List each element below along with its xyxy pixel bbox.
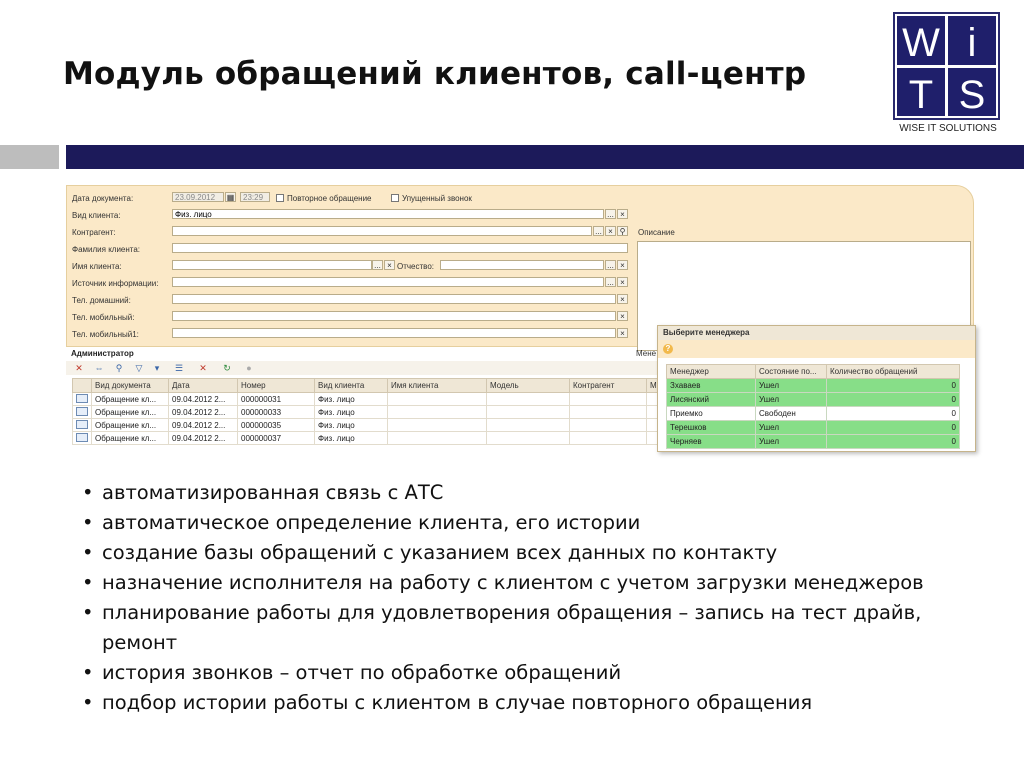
- feature-item: • создание базы обращений с указанием всех данных по контакту: [76, 538, 996, 568]
- table-cell: [570, 393, 647, 406]
- missed-checkbox[interactable]: [391, 194, 399, 202]
- manager-header[interactable]: Менеджер: [667, 365, 756, 379]
- contractor-field[interactable]: [172, 226, 592, 236]
- source-select-button[interactable]: ...: [605, 277, 616, 287]
- manager-state: Ушел: [756, 393, 827, 407]
- patronymic-label: Отчество:: [397, 262, 434, 271]
- home-phone-label: Тел. домашний:: [72, 296, 131, 305]
- feature-item: • автоматизированная связь с АТС: [76, 478, 996, 508]
- doc-icon: [73, 432, 92, 445]
- client-type-label: Вид клиента:: [72, 211, 121, 220]
- table-cell: [388, 419, 487, 432]
- doc-icon: [73, 406, 92, 419]
- home-phone-field[interactable]: [172, 294, 616, 304]
- name-select-button[interactable]: ...: [372, 260, 383, 270]
- manager-table: [666, 364, 960, 449]
- docs-header[interactable]: Вид документа: [92, 379, 169, 393]
- table-cell: Физ. лицо: [315, 406, 388, 419]
- manager-state: Ушел: [756, 435, 827, 449]
- source-label: Источник информации:: [72, 279, 159, 288]
- contractor-clear-icon[interactable]: ×: [605, 226, 616, 236]
- docs-header[interactable]: Модель: [487, 379, 570, 393]
- table-row[interactable]: [73, 406, 661, 419]
- mobile-clear-icon[interactable]: ×: [617, 311, 628, 321]
- docs-header[interactable]: Имя клиента: [388, 379, 487, 393]
- manager-header[interactable]: Количество обращений: [827, 365, 960, 379]
- table-cell: 000000031: [238, 393, 315, 406]
- name-field[interactable]: [172, 260, 372, 270]
- client-type-clear-icon[interactable]: ×: [617, 209, 628, 219]
- feature-list: [76, 478, 996, 718]
- popup-help-bar: [658, 340, 975, 358]
- table-cell: [388, 393, 487, 406]
- logo-letter-w: W: [902, 21, 940, 65]
- header-bar-navy: [66, 145, 1024, 169]
- table-cell: 000000035: [238, 419, 315, 432]
- time-field[interactable]: 23:29: [240, 192, 270, 202]
- table-cell: Обращение кл...: [92, 393, 169, 406]
- calendar-icon[interactable]: ▦: [226, 193, 235, 202]
- mobile-field[interactable]: [172, 311, 616, 321]
- feature-item: • назначение исполнителя на работу с клиентом с учетом загрузки менеджеров: [76, 568, 996, 598]
- table-cell: Обращение кл...: [92, 432, 169, 445]
- docs-toolbar: [66, 361, 666, 375]
- surname-label: Фамилия клиента:: [72, 245, 141, 254]
- manager-count: 0: [827, 393, 960, 407]
- table-cell: Физ. лицо: [315, 393, 388, 406]
- table-cell: [388, 406, 487, 419]
- missed-label: Упущенный звонок: [402, 194, 472, 203]
- table-cell: [487, 406, 570, 419]
- table-row[interactable]: [73, 419, 661, 432]
- manager-name: Черняев: [667, 435, 756, 449]
- delete-icon[interactable]: ✕: [75, 363, 83, 373]
- table-cell: 09.04.2012 2...: [169, 432, 238, 445]
- feature-item: • автоматическое определение клиента, его истории: [76, 508, 996, 538]
- table-row[interactable]: [73, 393, 661, 406]
- help-icon[interactable]: ?: [663, 344, 673, 354]
- patronymic-select-button[interactable]: ...: [605, 260, 616, 270]
- mobile1-label: Тел. мобильный1:: [72, 330, 139, 339]
- link-icon[interactable]: ⇔: [94, 363, 104, 373]
- manager-name: Лисянский: [667, 393, 756, 407]
- manager-row[interactable]: [667, 393, 960, 407]
- contractor-select-button[interactable]: ...: [593, 226, 604, 236]
- wits-logo: [893, 12, 1000, 120]
- docs-header[interactable]: Контрагент: [570, 379, 647, 393]
- mobile1-clear-icon[interactable]: ×: [617, 328, 628, 338]
- feature-item: • подбор истории работы с клиентом в случае повторного обращения: [76, 688, 996, 718]
- filter-list-icon[interactable]: ☰: [174, 363, 184, 373]
- filter-icon[interactable]: ▽: [135, 363, 143, 373]
- manager-state: Ушел: [756, 421, 827, 435]
- date-label: Дата документа:: [72, 194, 134, 203]
- filter-clear-icon[interactable]: ✕: [199, 363, 207, 373]
- manager-name: Зхаваев: [667, 379, 756, 393]
- docs-header[interactable]: Номер: [238, 379, 315, 393]
- table-cell: 09.04.2012 2...: [169, 419, 238, 432]
- table-cell: 000000037: [238, 432, 315, 445]
- table-cell: Обращение кл...: [92, 419, 169, 432]
- manager-header[interactable]: Состояние по...: [756, 365, 827, 379]
- table-cell: 09.04.2012 2...: [169, 393, 238, 406]
- description-label: Описание: [638, 228, 675, 237]
- manager-name: Терешков: [667, 421, 756, 435]
- refresh-icon[interactable]: ↻: [223, 363, 231, 373]
- feature-item: • планирование работы для удовлетворения обращения – запись на тест драйв, ремонт: [76, 598, 996, 658]
- table-cell: Физ. лицо: [315, 419, 388, 432]
- manager-row[interactable]: [667, 421, 960, 435]
- contractor-label: Контрагент:: [72, 228, 116, 237]
- home-phone-clear-icon[interactable]: ×: [617, 294, 628, 304]
- manager-popup: [657, 325, 976, 452]
- search-icon[interactable]: ⚲: [115, 363, 123, 373]
- manager-state: Ушел: [756, 379, 827, 393]
- manager-name: Приемко: [667, 407, 756, 421]
- manager-count: 0: [827, 421, 960, 435]
- source-field[interactable]: [172, 277, 604, 287]
- manager-count: 0: [827, 435, 960, 449]
- repeat-checkbox[interactable]: [276, 194, 284, 202]
- slide-title: Модуль обращений клиентов, call-центр: [63, 56, 807, 92]
- app-screenshot: [66, 185, 974, 453]
- docs-header-icon: [73, 379, 92, 393]
- client-type-select-button[interactable]: ...: [605, 209, 616, 219]
- table-cell: [570, 432, 647, 445]
- admin-section-title: Администратор: [71, 349, 134, 358]
- manager-label: Мене: [636, 349, 657, 358]
- manager-row[interactable]: [667, 379, 960, 393]
- table-cell: [487, 432, 570, 445]
- client-type-field[interactable]: Физ. лицо: [172, 209, 604, 219]
- logo-letter-t: T: [908, 73, 934, 117]
- logo-letter-i: i: [967, 21, 977, 65]
- docs-header[interactable]: Вид клиента: [315, 379, 388, 393]
- table-cell: Обращение кл...: [92, 406, 169, 419]
- patronymic-field[interactable]: [440, 260, 604, 270]
- docs-header[interactable]: Дата: [169, 379, 238, 393]
- contractor-search-icon[interactable]: ⚲: [617, 226, 628, 236]
- table-cell: 000000033: [238, 406, 315, 419]
- table-cell: Физ. лицо: [315, 432, 388, 445]
- mobile1-field[interactable]: [172, 328, 616, 338]
- table-cell: [487, 419, 570, 432]
- repeat-label: Повторное обращение: [287, 194, 372, 203]
- date-field[interactable]: 23.09.2012: [172, 192, 224, 202]
- docs-header[interactable]: М: [647, 379, 661, 393]
- feature-item: • история звонков – отчет по обработке обращений: [76, 658, 996, 688]
- manager-state: Свободен: [756, 407, 827, 421]
- manager-row[interactable]: [667, 407, 960, 421]
- surname-field[interactable]: [172, 243, 628, 253]
- filter-menu-icon[interactable]: ▾: [154, 363, 160, 373]
- header-bar-gray: [0, 145, 59, 169]
- table-cell: [487, 393, 570, 406]
- table-cell: [570, 419, 647, 432]
- manager-count: 0: [827, 379, 960, 393]
- table-row[interactable]: [73, 432, 661, 445]
- manager-count: 0: [827, 407, 960, 421]
- manager-popup-title: Выберите менеджера: [658, 326, 975, 340]
- manager-row[interactable]: [667, 435, 960, 449]
- table-cell: 09.04.2012 2...: [169, 406, 238, 419]
- table-cell: [388, 432, 487, 445]
- logo-letter-s: S: [958, 73, 986, 117]
- table-cell: [570, 406, 647, 419]
- name-label: Имя клиента:: [72, 262, 122, 271]
- docs-table: [72, 378, 661, 445]
- stop-icon[interactable]: ●: [246, 363, 252, 373]
- doc-icon: [73, 419, 92, 432]
- logo-caption: WISE IT SOLUTIONS: [899, 123, 997, 134]
- source-clear-icon[interactable]: ×: [617, 277, 628, 287]
- mobile-label: Тел. мобильный:: [72, 313, 135, 322]
- name-clear-icon[interactable]: ×: [384, 260, 395, 270]
- patronymic-clear-icon[interactable]: ×: [617, 260, 628, 270]
- doc-icon: [73, 393, 92, 406]
